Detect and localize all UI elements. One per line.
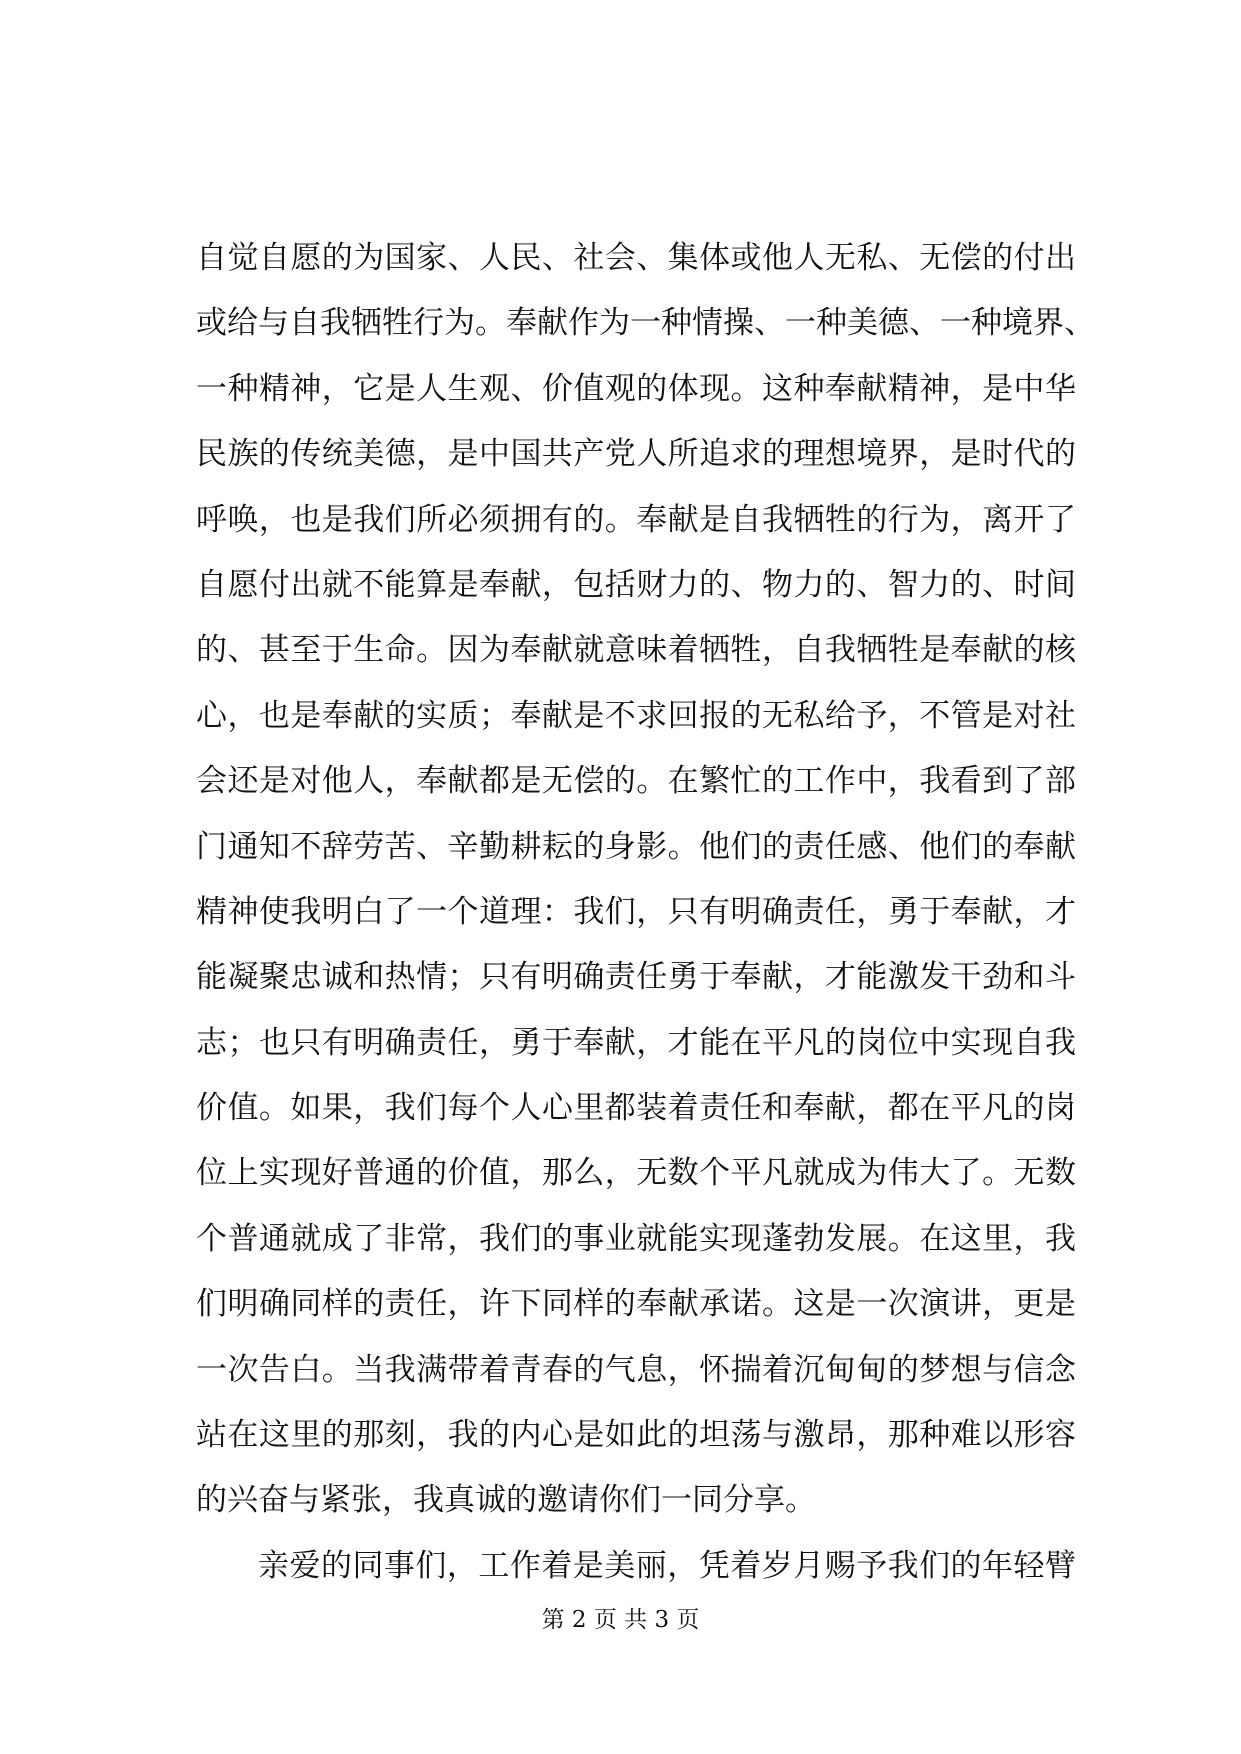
text-line: 自觉自愿的为国家、人民、社会、集体或他人无私、无偿的付出 <box>196 240 1076 276</box>
text-line: 志；也只有明确责任，勇于奉献，才能在平凡的岗位中实现自我 <box>196 1024 1076 1061</box>
text-line: 一种精神，它是人生观、价值观的体现。这种奉献精神，是中华 <box>196 370 1076 407</box>
text-line: 的、甚至于生命。因为奉献就意味着牺牲，自我牺牲是奉献的核 <box>196 632 1076 669</box>
text-line: 一次告白。当我满带着青春的气息，怀揣着沉甸甸的梦想与信念 <box>196 1351 1076 1388</box>
text-line: 或给与自我牺牲行为。奉献作为一种情操、一种美德、一种境界、 <box>196 305 1095 342</box>
paragraph-first-line: 亲爱的同事们，工作着是美丽，凭着岁月赐予我们的年轻臂 <box>258 1547 1076 1584</box>
text-line: 位上实现好普通的价值，那么，无数个平凡就成为伟大了。无数 <box>196 1155 1076 1192</box>
text-line: 们明确同样的责任，许下同样的奉献承诺。这是一次演讲，更是 <box>196 1286 1076 1323</box>
paragraph-last-line: 的兴奋与紧张，我真诚的邀请你们一同分享。 <box>196 1482 816 1519</box>
text-line: 自愿付出就不能算是奉献，包括财力的、物力的、智力的、时间 <box>196 566 1076 603</box>
text-line: 会还是对他人，奉献都是无偿的。在繁忙的工作中，我看到了部 <box>196 763 1076 800</box>
text-line: 心，也是奉献的实质；奉献是不求回报的无私给予，不管是对社 <box>196 697 1076 734</box>
text-line: 价值。如果，我们每个人心里都装着责任和奉献，都在平凡的岗 <box>196 1090 1076 1127</box>
text-line: 民族的传统美德，是中国共产党人所追求的理想境界，是时代的 <box>196 436 1076 473</box>
page-footer: 第 2 页 共 3 页 <box>541 1607 700 1633</box>
text-line: 站在这里的那刻，我的内心是如此的坦荡与激昂，那种难以形容 <box>196 1417 1076 1454</box>
text-line: 呼唤，也是我们所必须拥有的。奉献是自我牺牲的行为，离开了 <box>196 501 1076 538</box>
text-line: 门通知不辞劳苦、辛勤耕耘的身影。他们的责任感、他们的奉献 <box>196 828 1076 865</box>
text-line: 能凝聚忠诚和热情；只有明确责任勇于奉献，才能激发干劲和斗 <box>196 959 1076 996</box>
text-line: 个普通就成了非常，我们的事业就能实现蓬勃发展。在这里，我 <box>196 1220 1076 1257</box>
body-text <box>196 226 1095 1599</box>
text-line: 精神使我明白了一个道理：我们，只有明确责任，勇于奉献，才 <box>196 893 1076 930</box>
